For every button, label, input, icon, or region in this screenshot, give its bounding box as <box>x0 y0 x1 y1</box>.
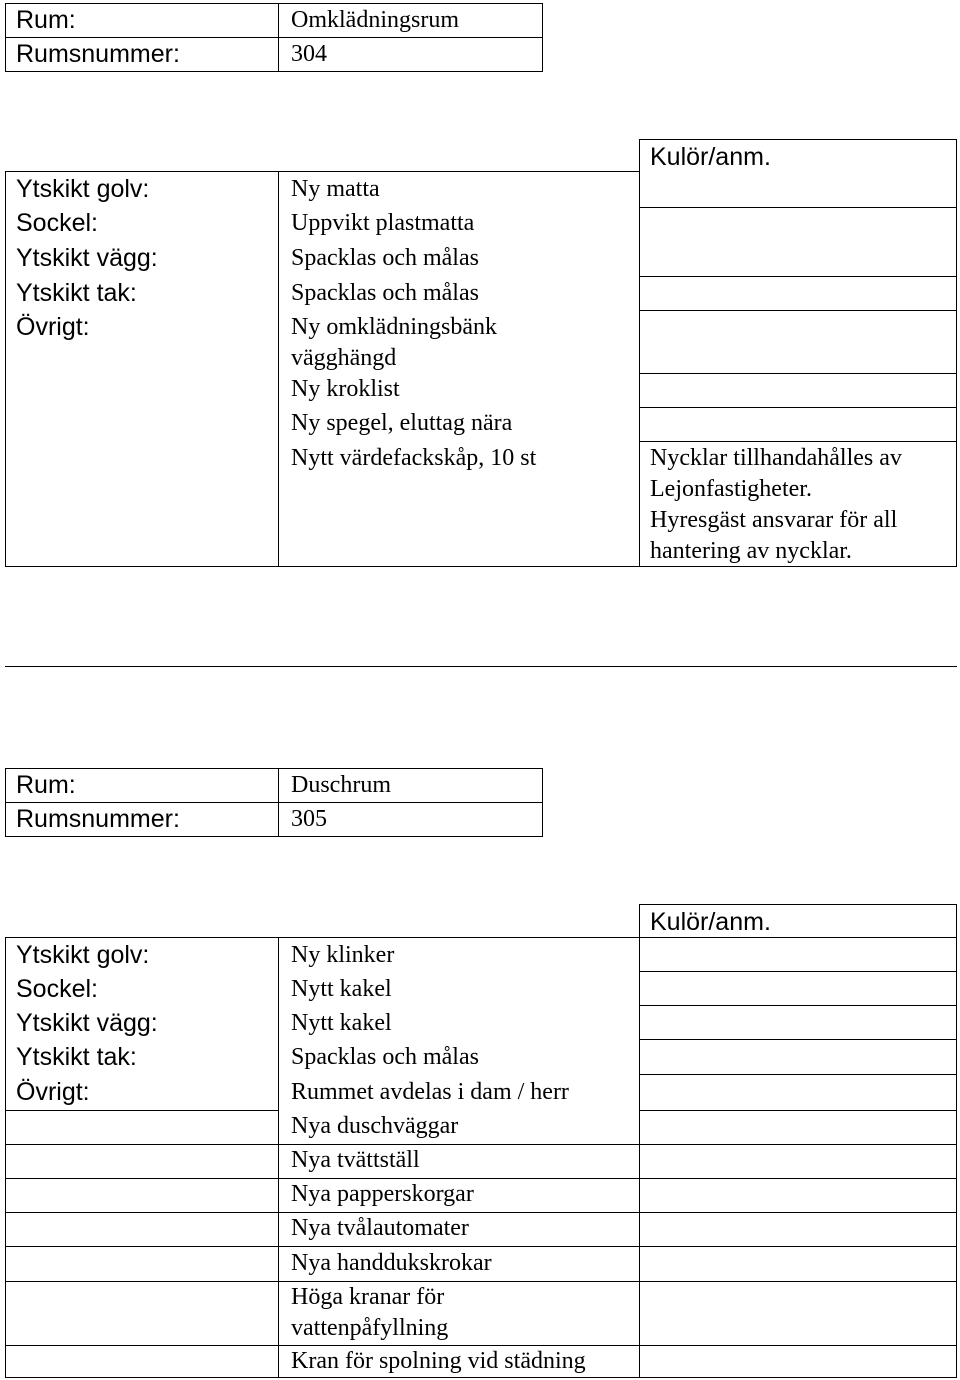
room-number-label: Rumsnummer: <box>16 805 180 833</box>
room-number: 304 <box>291 41 327 67</box>
extra-item: Nya tvålautomater <box>291 1215 469 1241</box>
ceiling-value: Spacklas och målas <box>291 1044 479 1070</box>
key-note: Nycklar tillhandahålles av Lejonfastigheter. Hyresgäst ansvarar för all hantering av nycklar. <box>650 445 902 564</box>
room-number: 305 <box>291 806 327 832</box>
wall-value: Spacklas och målas <box>291 245 479 271</box>
floor-label: Ytskikt golv: <box>16 175 150 203</box>
skirting-value: Nytt kakel <box>291 976 392 1002</box>
extra-item: Nya handdukskrokar <box>291 1250 492 1276</box>
wall-value: Nytt kakel <box>291 1010 392 1036</box>
wall-label: Ytskikt vägg: <box>16 1009 158 1037</box>
kulor-header: Kulör/anm. <box>650 143 771 171</box>
room-number-label: Rumsnummer: <box>16 40 180 68</box>
floor-value: Ny matta <box>291 176 380 202</box>
floor-value: Ny klinker <box>291 942 395 968</box>
wall-label: Ytskikt vägg: <box>16 244 158 272</box>
skirting-label: Sockel: <box>16 209 98 237</box>
extra-item: Nytt värdefackskåp, 10 st <box>291 445 537 471</box>
other-label: Övrigt: <box>16 1078 90 1106</box>
room-name: Omklädningsrum <box>291 7 459 33</box>
ceiling-label: Ytskikt tak: <box>16 279 137 307</box>
extra-item: Ny kroklist <box>291 376 400 402</box>
extra-item: Kran för spolning vid städning <box>291 1348 586 1374</box>
floor-label: Ytskikt golv: <box>16 941 150 969</box>
ceiling-value: Spacklas och målas <box>291 280 479 306</box>
extra-item: Nya papperskorgar <box>291 1181 474 1207</box>
other-value: Rummet avdelas i dam / herr <box>291 1079 569 1105</box>
extra-item: Nya tvättställ <box>291 1147 420 1173</box>
skirting-label: Sockel: <box>16 975 98 1003</box>
other-label: Övrigt: <box>16 313 90 341</box>
extra-item: Nya duschväggar <box>291 1113 459 1139</box>
room-label: Rum: <box>16 6 76 34</box>
ceiling-label: Ytskikt tak: <box>16 1043 137 1071</box>
other-value: Ny omklädningsbänk vägghängd <box>291 314 497 371</box>
kulor-header: Kulör/anm. <box>650 908 771 936</box>
extra-item: Ny spegel, eluttag nära <box>291 410 513 436</box>
section-divider <box>5 666 957 667</box>
extra-item: Höga kranar för vattenpåfyllning <box>291 1284 449 1341</box>
skirting-value: Uppvikt plastmatta <box>291 210 475 236</box>
room-name: Duschrum <box>291 772 391 798</box>
room-label: Rum: <box>16 771 76 799</box>
